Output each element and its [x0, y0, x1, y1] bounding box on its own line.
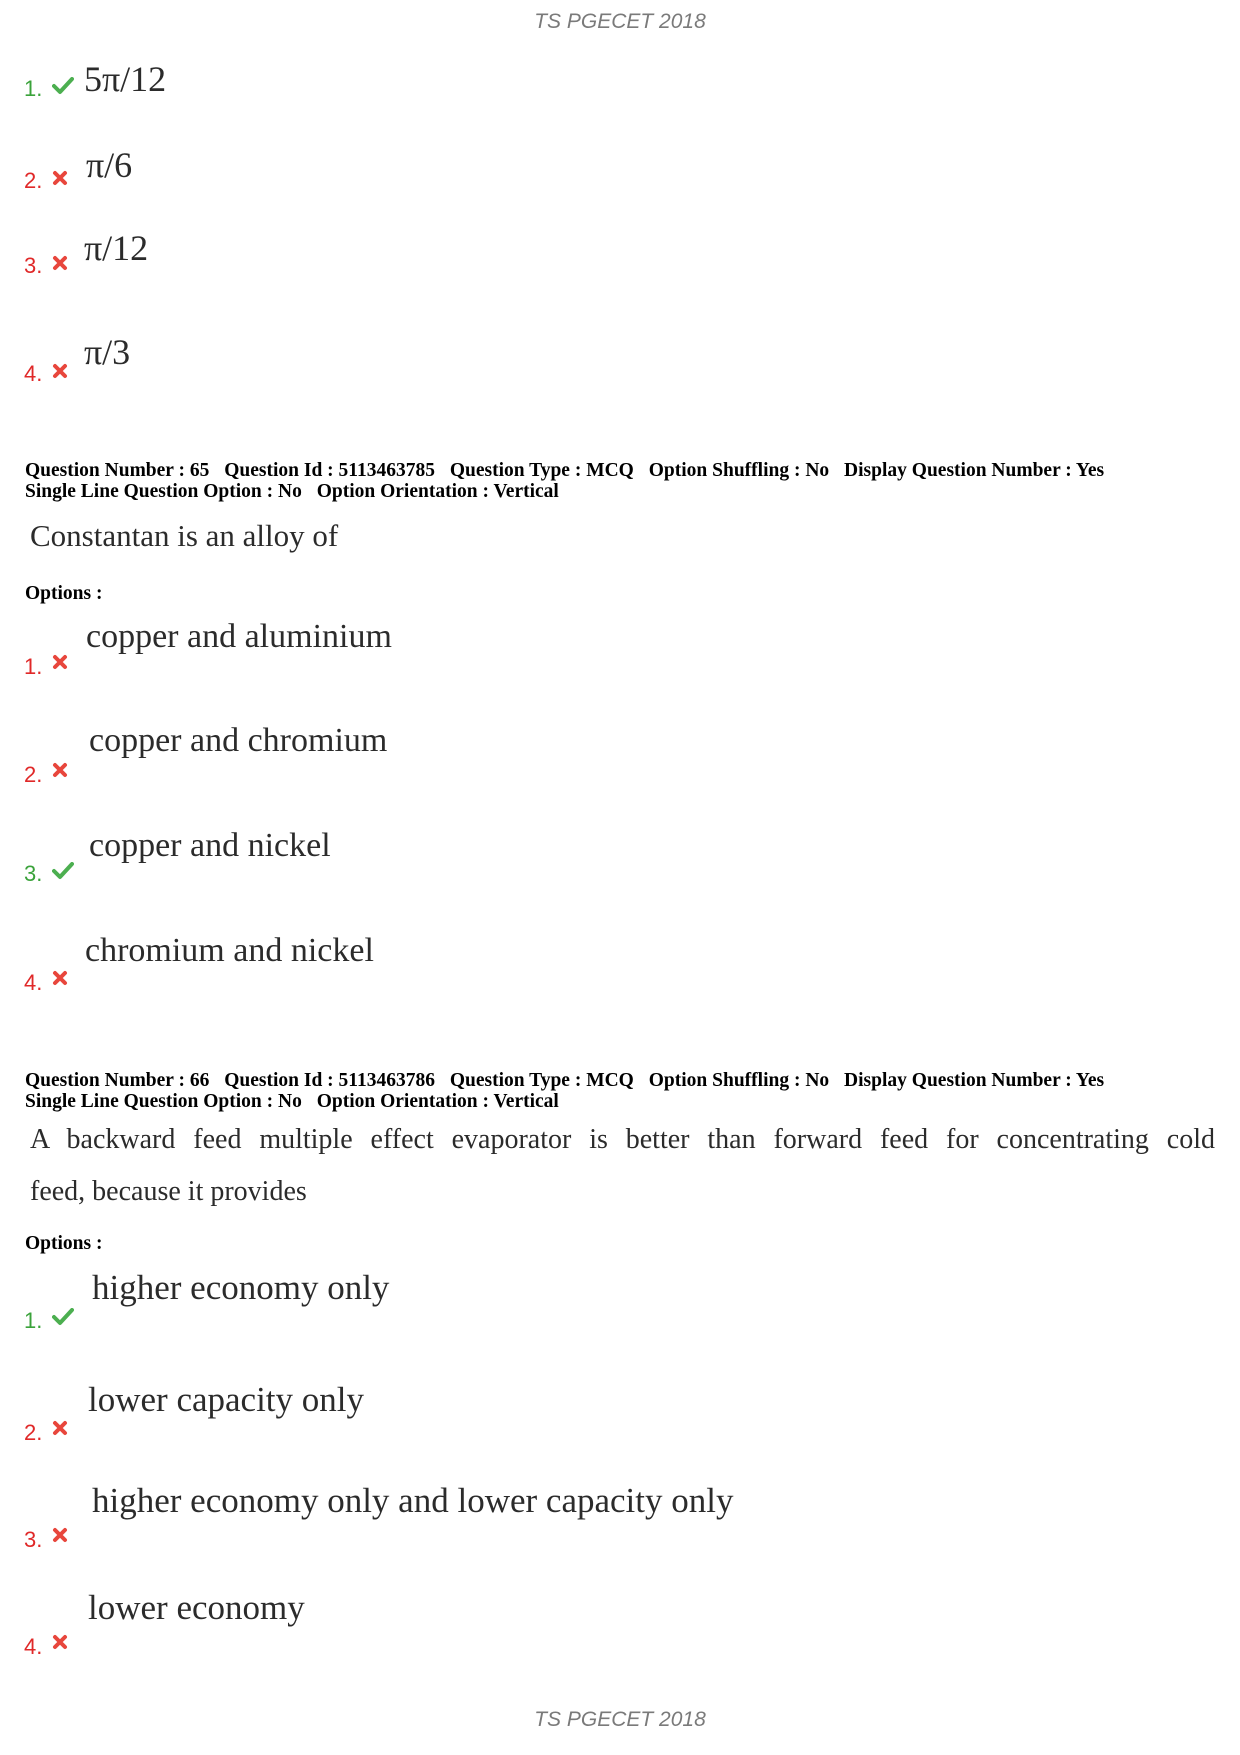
- option-number: 4.: [24, 361, 43, 386]
- cross-icon: [52, 255, 68, 276]
- option-text: chromium and nickel: [85, 932, 374, 969]
- options-label: Options :: [25, 583, 103, 604]
- option-text: copper and chromium: [89, 722, 388, 759]
- cross-icon: [52, 1527, 68, 1548]
- cross-icon: [52, 970, 68, 991]
- question-id: Question Id : 5113463785: [224, 460, 435, 481]
- question-66-text-line-2: feed, because it provides: [30, 1176, 307, 1207]
- cross-icon: [52, 363, 68, 384]
- option-orientation: Option Orientation : Vertical: [316, 481, 559, 502]
- display-question-number: Display Question Number : Yes: [844, 460, 1105, 481]
- cross-icon: [52, 654, 68, 675]
- option-text: higher economy only and lower capacity only: [92, 1481, 734, 1520]
- question-id: Question Id : 5113463786: [224, 1070, 435, 1091]
- option-text: 5π/12: [84, 59, 167, 99]
- option-number: 2.: [24, 1420, 43, 1445]
- option-number: 2.: [24, 168, 43, 193]
- option-number: 4.: [24, 970, 43, 995]
- question-number: Question Number : 65: [25, 460, 210, 481]
- option-text: copper and nickel: [89, 827, 331, 864]
- option-text: π/12: [84, 228, 149, 268]
- single-line-question-option: Single Line Question Option : No: [25, 481, 302, 502]
- question-65-text: Constantan is an alloy of: [30, 518, 339, 553]
- question-65-meta: [25, 460, 1220, 502]
- option-orientation: Option Orientation : Vertical: [316, 1091, 559, 1112]
- option-number: 1.: [24, 76, 43, 101]
- cross-icon: [52, 1420, 68, 1441]
- option-text: π/3: [84, 332, 131, 372]
- option-text: higher economy only: [92, 1268, 390, 1307]
- option-number: 3.: [24, 1527, 43, 1552]
- option-number: 1.: [24, 654, 43, 679]
- option-shuffling: Option Shuffling : No: [648, 460, 830, 481]
- option-number: 4.: [24, 1634, 43, 1659]
- option-text: π/6: [86, 145, 133, 185]
- display-question-number: Display Question Number : Yes: [844, 1070, 1105, 1091]
- question-type: Question Type : MCQ: [449, 460, 634, 481]
- page-footer: TS PGECET 2018: [534, 1708, 706, 1731]
- option-shuffling: Option Shuffling : No: [648, 1070, 830, 1091]
- option-number: 1.: [24, 1308, 43, 1333]
- question-type: Question Type : MCQ: [449, 1070, 634, 1091]
- cross-icon: [52, 170, 68, 191]
- option-number: 3.: [24, 253, 43, 278]
- question-number: Question Number : 66: [25, 1070, 210, 1091]
- question-66-text-line-1: A backward feed multiple effect evaporator is better than forward feed for concentrating cold: [30, 1124, 1215, 1155]
- option-number: 2.: [24, 762, 43, 787]
- option-text: lower economy: [88, 1588, 305, 1627]
- check-icon: [52, 77, 74, 100]
- single-line-question-option: Single Line Question Option : No: [25, 1091, 302, 1112]
- options-label: Options :: [25, 1233, 103, 1254]
- cross-icon: [52, 1634, 68, 1655]
- question-66-meta: [25, 1070, 1220, 1112]
- option-number: 3.: [24, 861, 43, 886]
- cross-icon: [52, 762, 68, 783]
- check-icon: [52, 862, 74, 885]
- page-header: TS PGECET 2018: [534, 10, 706, 33]
- option-text: copper and aluminium: [86, 618, 392, 655]
- option-text: lower capacity only: [88, 1380, 365, 1419]
- check-icon: [52, 1308, 74, 1331]
